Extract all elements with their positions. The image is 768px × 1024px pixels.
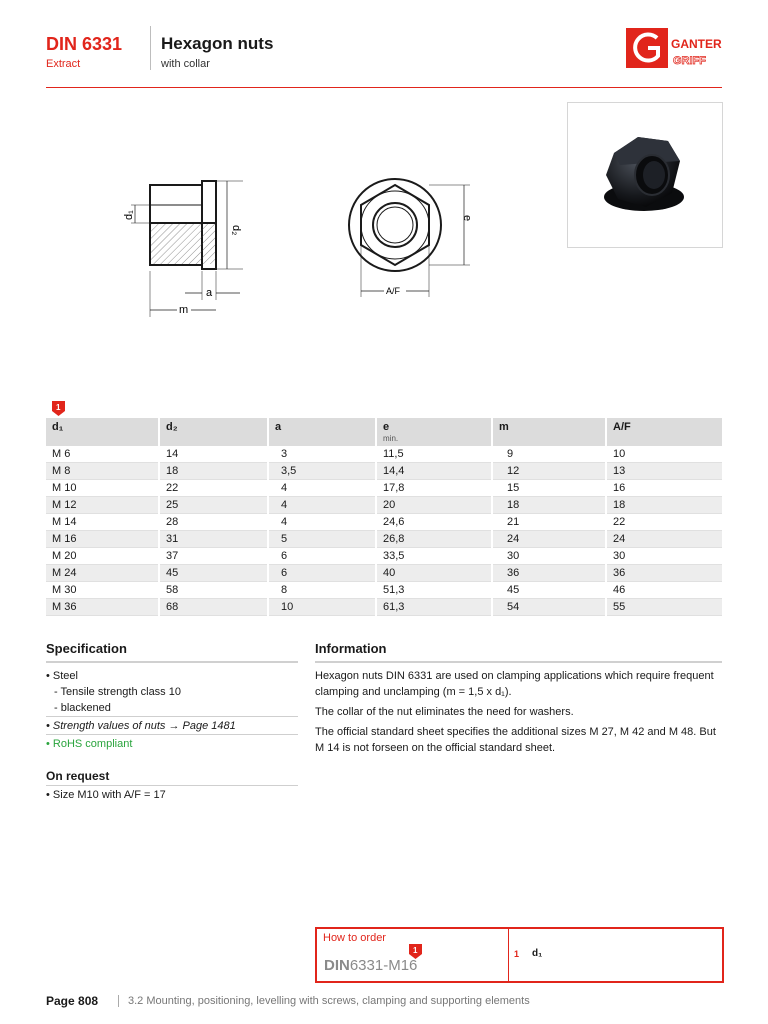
table-row [46,463,722,480]
table-cell: 9 [492,446,606,463]
table-cell: 24 [492,531,606,548]
page-title: Hexagon nuts [161,34,274,53]
order-code-prefix: DIN [324,957,350,974]
table-cell: 20 [376,497,492,514]
specification-title: Specification [46,641,127,656]
table-cell: 55 [606,599,722,616]
table-row [46,514,722,531]
table-cell: 30 [492,548,606,565]
table-cell: 3 [268,446,376,463]
table-cell: 46 [606,582,722,599]
table-cell: M 10 [46,480,159,497]
table-cell: 18 [159,463,268,480]
col-header-m: m [492,418,606,446]
table-cell: 14,4 [376,463,492,480]
table-cell: M 12 [46,497,159,514]
section-hatch [151,223,215,264]
ganter-logo [626,26,722,70]
table-row [46,446,722,463]
table-row [46,480,722,497]
how-to-order-label: How to order [323,932,386,944]
dim-label-af: A/F [386,286,401,296]
spec-strength-link[interactable]: • Strength values of nuts → Page 1481 [46,720,236,732]
table-cell: M 20 [46,548,159,565]
table-cell: 18 [492,497,606,514]
info-paragraph-2: The collar of the nut eliminates the need for washers. [315,706,574,718]
table-cell: 54 [492,599,606,616]
footer-divider [118,995,119,1007]
table-cell: 17,8 [376,480,492,497]
table-cell: M 14 [46,514,159,531]
spec-tensile: - Tensile strength class 10 [54,686,181,698]
table-cell: 25 [159,497,268,514]
table-cell: 31 [159,531,268,548]
table-cell: 36 [492,565,606,582]
spec-divider-1 [46,716,298,717]
header-divider [150,26,151,70]
col-header-af: A/F [606,418,722,446]
table-cell: 4 [268,497,376,514]
table-cell: 6 [268,565,376,582]
on-request-rule [46,785,298,786]
table-cell: 22 [606,514,722,531]
table-cell: 13 [606,463,722,480]
col-header-d1: d₁ [46,418,159,446]
table-cell: M 24 [46,565,159,582]
on-request-item: • Size M10 with A/F = 17 [46,789,166,801]
product-photo [567,102,723,248]
table-cell: 21 [492,514,606,531]
table-row [46,548,722,565]
spec-steel: • Steel [46,670,78,682]
info-paragraph-1: Hexagon nuts DIN 6331 are used on clamping applications which require frequent clamping and unclamping (m = 1,5 x d₁). [315,670,714,698]
table-cell: 68 [159,599,268,616]
table-cell: 45 [492,582,606,599]
info-paragraph-3: The official standard sheet specifies the additional sizes M 27, M 42 and M 48. But M 14 is not forseen on the official standard sheet. [315,726,716,754]
spec-rohs: • RoHS compliant [46,738,133,750]
table-cell: 11,5 [376,446,492,463]
table-cell: 14 [159,446,268,463]
spec-blackened: - blackened [54,702,111,714]
order-marker-number: 1 [413,946,418,955]
top-view-drawing [340,175,480,305]
table-cell: M 36 [46,599,159,616]
footer-chapter: 3.2 Mounting, positioning, levelling with screws, clamping and supporting elements [128,995,530,1007]
table-cell: 33,5 [376,548,492,565]
table-row [46,565,722,582]
extract-label: Extract [46,58,81,70]
table-cell: M 8 [46,463,159,480]
specification-rule [46,661,298,663]
table-cell: 16 [606,480,722,497]
table-cell: M 6 [46,446,159,463]
logo-text-bottom: GRIFF [673,55,706,67]
table-marker [52,401,65,416]
side-view-drawing [115,175,255,320]
dim-label-d2: d₂ [230,225,242,236]
table-cell: 36 [606,565,722,582]
on-request-title: On request [46,769,110,783]
col-header-d2: d₂ [159,418,268,446]
page-subtitle: with collar [161,58,210,70]
nut-image [568,103,722,247]
spec-divider-2 [46,734,298,735]
table-cell: 15 [492,480,606,497]
table-cell: 45 [159,565,268,582]
table-cell: 40 [376,565,492,582]
table-cell: 58 [159,582,268,599]
information-title: Information [315,641,387,656]
table-marker-number: 1 [56,403,61,412]
order-code-rest: 6331-M16 [349,957,418,974]
page-number: Page 808 [46,994,99,1008]
header-rule [46,87,722,88]
table-cell: 8 [268,582,376,599]
table-cell: 26,8 [376,531,492,548]
table-cell: 3,5 [268,463,376,480]
table-cell: 18 [606,497,722,514]
table-cell: M 30 [46,582,159,599]
table-cell: 10 [268,599,376,616]
table-row [46,582,722,599]
dim-label-m: m [179,304,189,316]
information-rule [315,661,722,663]
col-header-e: e min. [376,418,492,446]
table-row [46,599,722,616]
table-cell: 24 [606,531,722,548]
table-cell: 28 [159,514,268,531]
order-divider [508,929,509,981]
dim-label-a: a [206,287,213,299]
table-cell: 37 [159,548,268,565]
table-cell: 4 [268,480,376,497]
table-cell: 22 [159,480,268,497]
dim-label-d1: d₁ [123,210,135,220]
table-cell: 61,3 [376,599,492,616]
standard-number: DIN 6331 [46,34,123,54]
table-cell: 4 [268,514,376,531]
table-cell: 24,6 [376,514,492,531]
table-cell: 51,3 [376,582,492,599]
order-index: 1 [514,949,520,959]
order-marker [409,944,422,959]
order-key: d₁ [532,948,543,959]
dimension-table [46,418,722,616]
table-cell: 6 [268,548,376,565]
table-cell: 30 [606,548,722,565]
table-cell: 5 [268,531,376,548]
table-cell: 10 [606,446,722,463]
table-row [46,497,722,514]
table-row [46,531,722,548]
col-header-a: a [268,418,376,446]
table-cell: M 16 [46,531,159,548]
logo-text-top: GANTER [671,37,722,51]
order-code [324,957,417,974]
dim-label-e: e [461,215,473,222]
table-cell: 12 [492,463,606,480]
